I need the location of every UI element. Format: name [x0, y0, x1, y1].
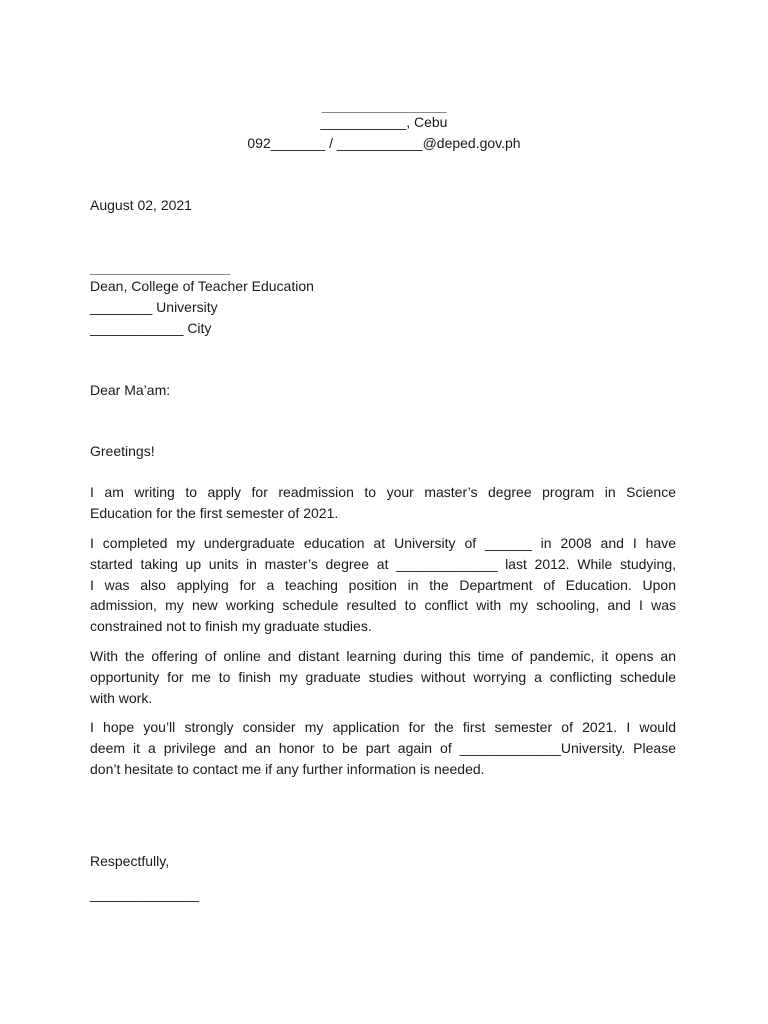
paragraph-line: admission, my new working schedule resulted to conflict with my schooling, and I was: [90, 597, 676, 614]
paragraph-line: I am writing to apply for readmission to your master’s degree program in Science: [90, 484, 676, 500]
recipient-title: Dean, College of Teacher Education: [90, 278, 314, 294]
signature-blank: ______________: [90, 886, 200, 902]
paragraph-line: I completed my undergraduate education at University of ______ in 2008 and I have: [90, 535, 676, 551]
recipient-name-blank: __________________: [90, 260, 231, 276]
salutation: Dear Ma’am:: [90, 382, 171, 398]
letter-date: August 02, 2021: [90, 197, 192, 213]
sender-address: ___________, Cebu: [320, 114, 448, 130]
paragraph-line: with work.: [90, 689, 153, 706]
sender-contact: 092_______ / ___________@deped.gov.ph: [247, 135, 521, 151]
paragraph-line: started taking up units in master’s degree at _____________ last 2012. While studying,: [90, 555, 676, 572]
paragraph-line: don’t hesitate to contact me if any further information is needed.: [90, 760, 485, 777]
paragraph-line: opportunity for me to finish my graduate studies without worrying a conflicting schedule: [90, 668, 676, 685]
paragraph-line: I hope you’ll strongly consider my application for the first semester of 2021. I would: [90, 719, 676, 735]
paragraph-2: [90, 533, 676, 637]
recipient-city: ____________ City: [90, 320, 212, 336]
greeting: Greetings!: [90, 443, 155, 459]
recipient-university: ________ University: [90, 299, 218, 315]
sender-name-blank: ________________: [321, 98, 447, 114]
closing: Respectfully,: [90, 853, 170, 869]
paragraph-line: deem it a privilege and an honor to be part again of _____________University. Please: [90, 739, 676, 756]
paragraph-line: I was also applying for a teaching position in the Department of Education. Upon: [90, 576, 676, 593]
paragraph-4: [90, 717, 676, 779]
paragraph-3: [90, 646, 676, 708]
paragraph-line: Education for the first semester of 2021.: [90, 504, 339, 521]
paragraph-line: With the offering of online and distant learning during this time of pandemic, it opens an: [90, 648, 676, 664]
paragraph-1: [90, 482, 676, 524]
paragraph-line: constrained not to finish my graduate studies.: [90, 618, 372, 635]
